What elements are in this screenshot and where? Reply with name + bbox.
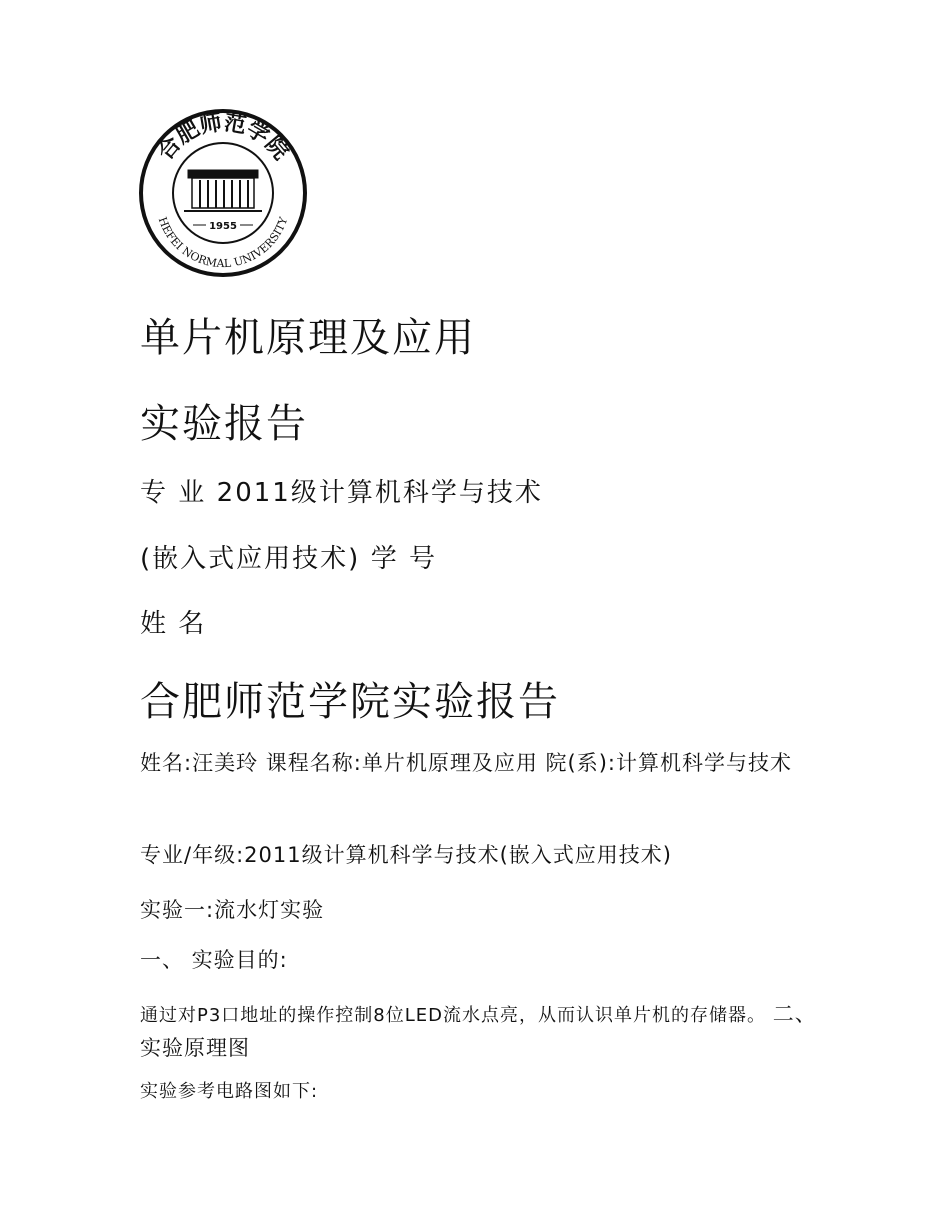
circuit-caption: 实验参考电路图如下:: [140, 1081, 319, 1102]
major-sub: (嵌入式应用技术): [140, 544, 361, 574]
major-line: 专业/年级:2011级计算机科学与技术(嵌入式应用技术): [140, 843, 672, 867]
section1-text: [140, 998, 820, 1065]
student-id-label: 学 号: [370, 544, 437, 574]
section1-body: 通过对P3口地址的操作控制8位LED流水点亮，从而认识单片机的存储器。: [140, 1005, 767, 1026]
major-sub-row: [140, 543, 437, 577]
info-line: 姓名:汪美玲 课程名称:单片机原理及应用 院(系):计算机科学与技术: [140, 751, 792, 775]
report-heading: 合肥师范学院实验报告: [140, 679, 560, 725]
seal-english-name: HEFEI NORMAL UNIVERSITY: [155, 215, 291, 271]
university-seal-logo: [138, 108, 308, 278]
seal-chinese-name: 合肥师范学院: [152, 109, 294, 165]
section1-title: 一、 实验目的:: [140, 948, 288, 972]
building-icon: [184, 170, 262, 211]
seal-year: 1955: [209, 221, 237, 232]
major-row: [140, 477, 543, 511]
experiment-title: 实验一:流水灯实验: [140, 898, 325, 922]
report-title: 实验报告: [140, 401, 308, 447]
course-title: 单片机原理及应用: [140, 315, 476, 361]
major-value: 2011级计算机科学与技术: [216, 478, 543, 508]
major-label: 专 业: [140, 478, 207, 508]
section2-title: 二、 实验原理图: [140, 1002, 817, 1060]
name-label: 姓 名: [140, 609, 207, 639]
